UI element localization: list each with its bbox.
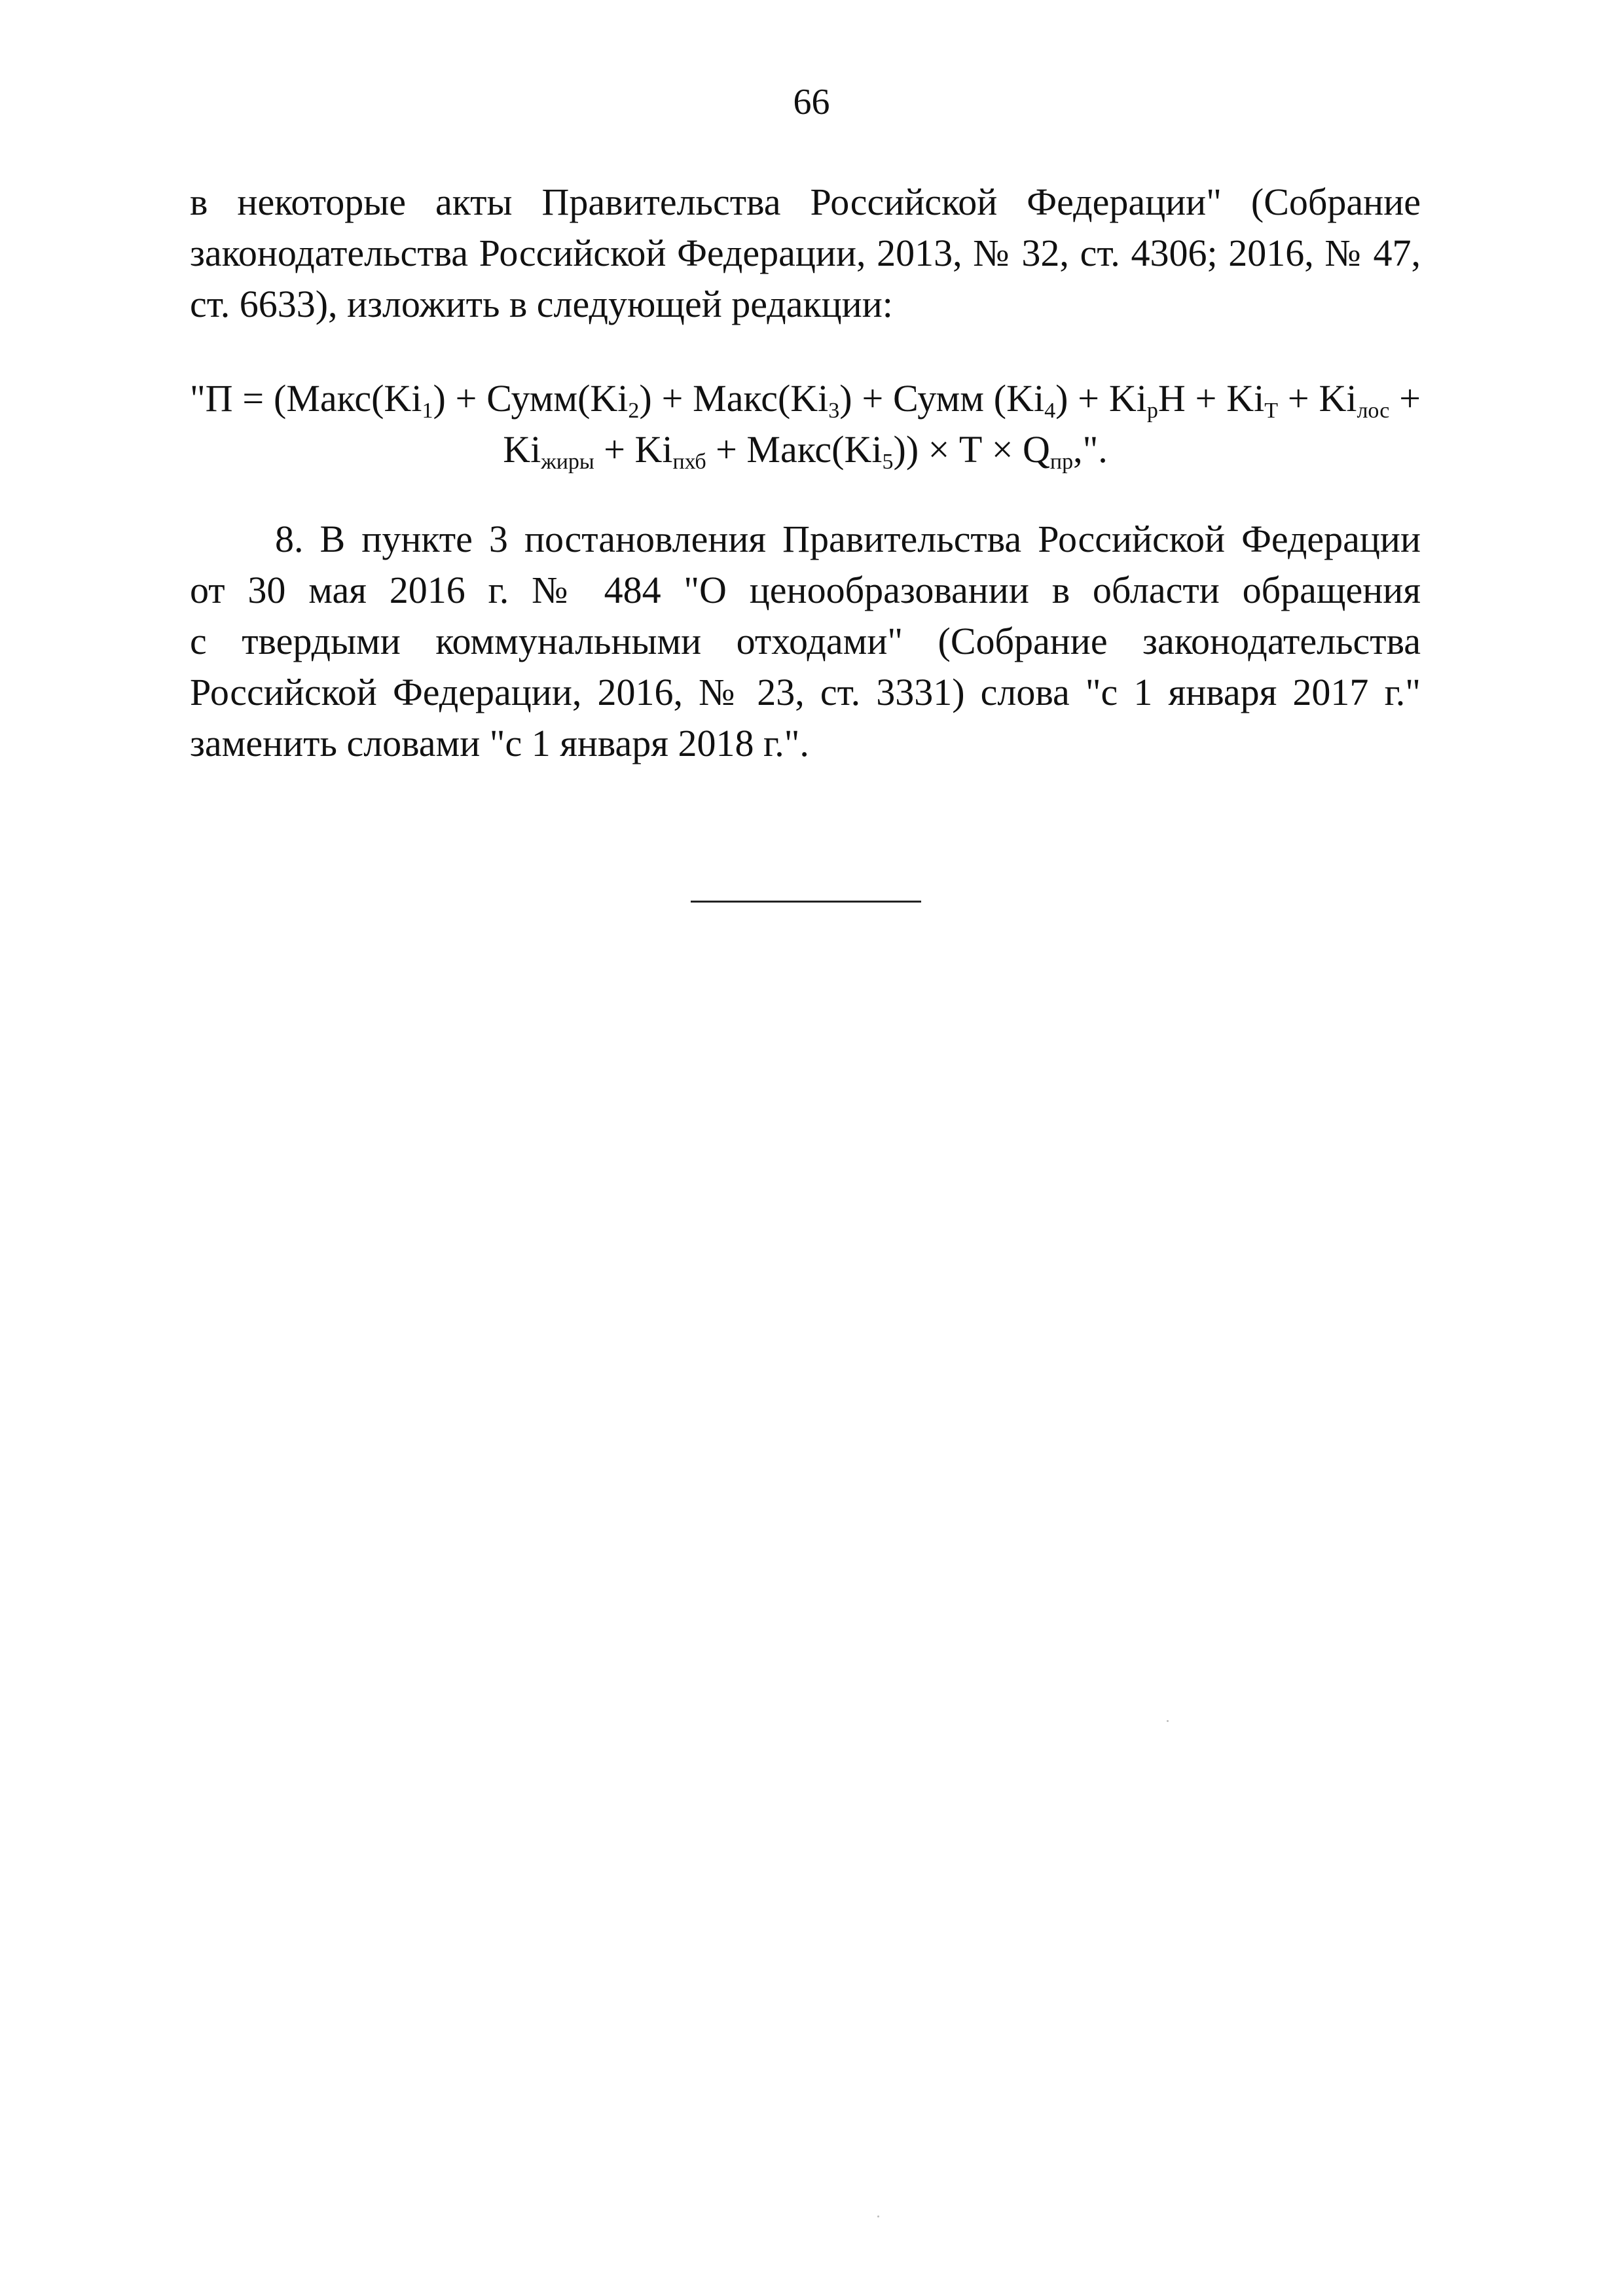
formula-subscript: 4 — [1044, 399, 1056, 423]
formula-subscript: лос — [1357, 399, 1390, 423]
paragraph-line: с твердыми коммунальными отходами" (Собрание законодательства — [190, 620, 1421, 662]
paragraph-line: законодательства Российской Федерации, 2013, № 32, ст. 4306; 2016, № 47, — [190, 232, 1421, 274]
formula-subscript: жиры — [541, 450, 594, 474]
formula-subscript: Т — [1264, 399, 1279, 423]
end-of-text-rule — [691, 901, 921, 903]
formula-text: + Макс(Ki — [706, 428, 883, 471]
formula-text: + — [1389, 377, 1421, 420]
scan-speck — [877, 2215, 879, 2217]
formula-subscript: пхб — [672, 450, 706, 474]
formula-line-1 — [190, 373, 1421, 424]
formula-line-2 — [190, 424, 1421, 475]
paragraph-line — [190, 514, 1421, 565]
formula-text: ) + Ki — [1055, 377, 1147, 420]
paragraph-line-text: 8. В пункте 3 постановления Правительства Российской Федерации — [275, 518, 1421, 560]
paragraph-amendment-intro — [190, 177, 1421, 330]
formula-text: Н + Ki — [1158, 377, 1265, 420]
formula-text: Ki — [503, 428, 541, 471]
formula-text: ) + Сумм(Ki — [433, 377, 629, 420]
paragraph-item-8 — [190, 514, 1421, 769]
formula-subscript: пр — [1049, 450, 1074, 474]
paragraph-line: ст. 6633), изложить в следующей редакции: — [190, 283, 893, 325]
formula-text: + Ki — [1278, 377, 1357, 420]
formula-subscript: р — [1146, 399, 1158, 423]
paragraph-line: от 30 мая 2016 г. № 484 "О ценообразовании в области обращения — [190, 569, 1421, 611]
page-number: 66 — [793, 82, 830, 122]
scan-speck — [1167, 1720, 1169, 1722]
formula-subscript: 3 — [828, 399, 840, 423]
formula-block — [190, 373, 1421, 475]
formula-subscript: 1 — [422, 399, 433, 423]
paragraph-line: заменить словами "с 1 января 2018 г.". — [190, 722, 809, 764]
formula-subscript: 5 — [882, 450, 894, 474]
formula-subscript: 2 — [628, 399, 640, 423]
paragraph-line: в некоторые акты Правительства Российской Федерации" (Собрание — [190, 181, 1421, 223]
formula-text: ) + Макс(Ki — [639, 377, 829, 420]
formula-text: )) × Т × Q — [893, 428, 1050, 471]
formula-text: "П = (Макс(Ki — [190, 377, 422, 420]
formula-text: + Ki — [594, 428, 673, 471]
formula-text: ) + Сумм (Ki — [839, 377, 1045, 420]
paragraph-line: Российской Федерации, 2016, № 23, ст. 3331) слова "с 1 января 2017 г." — [190, 671, 1421, 713]
formula-text: ,". — [1073, 428, 1108, 471]
